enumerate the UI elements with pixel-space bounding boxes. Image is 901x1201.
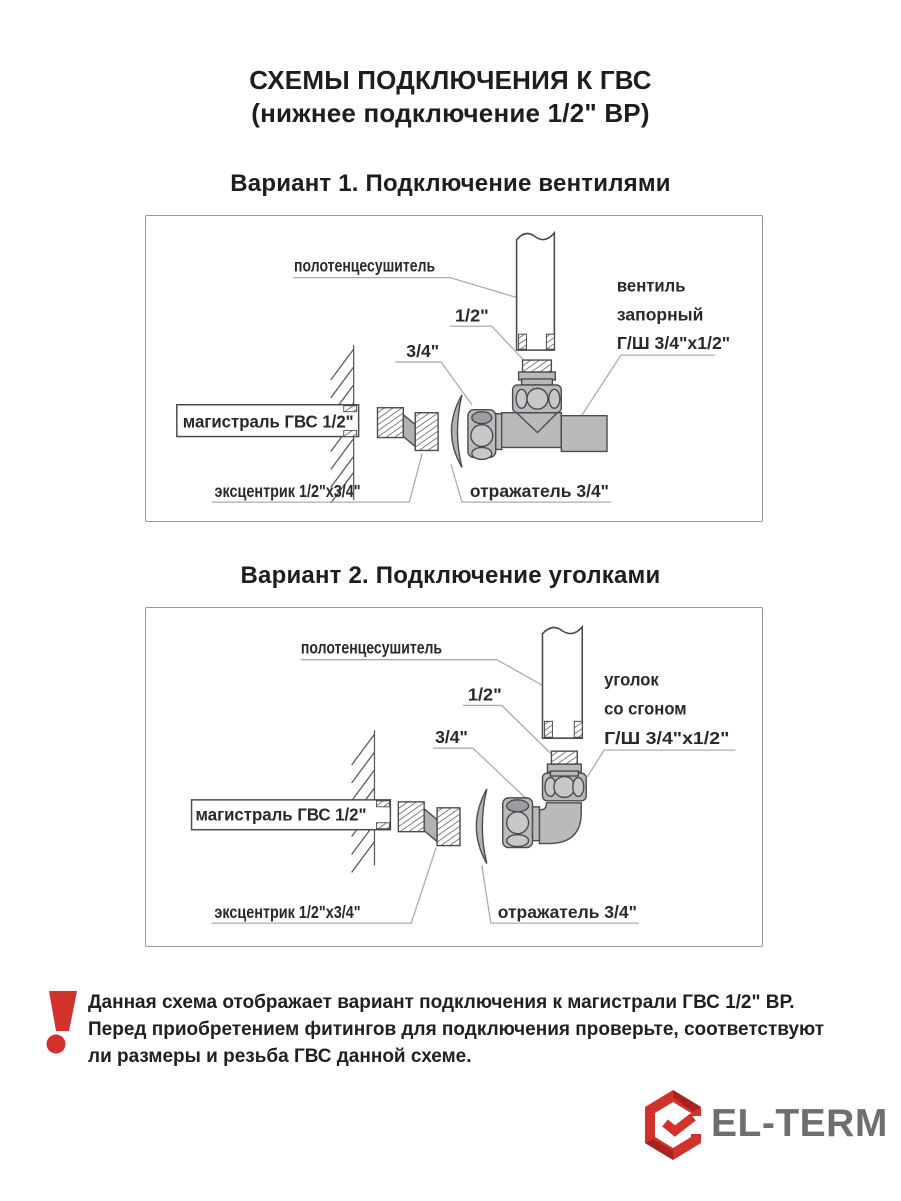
towel-dryer-pipe <box>517 233 555 350</box>
valve-outlet <box>561 416 607 452</box>
label-eccentric: эксцентрик 1/2"x3/4" <box>214 481 361 502</box>
page-title <box>0 64 901 130</box>
leader-size-three-quarter <box>433 748 528 801</box>
valve-thread <box>523 360 552 372</box>
label-main-pipe: магистраль ГВС 1/2" <box>182 411 354 432</box>
label-eccentric: эксцентрик 1/2"x3/4" <box>214 902 361 923</box>
elbow-thread <box>551 751 577 764</box>
warning-line2: Перед приобретением фитингов для подключения проверьте, соответствуют <box>88 1019 825 1040</box>
leader-size-half <box>463 705 550 753</box>
warning-line1: Данная схема отображает вариант подключения к магистрали ГВС 1/2" ВР. <box>88 992 795 1013</box>
label-towel-dryer: полотенцесушитель <box>300 637 443 658</box>
label-main-pipe: магистраль ГВС 1/2" <box>195 804 367 825</box>
label-size-three-quarter: 3/4" <box>406 341 440 362</box>
page-title-line1: СХЕМЫ ПОДКЛЮЧЕНИЯ К ГВС <box>249 65 652 95</box>
page-title-line2: (нижнее подключение 1/2" ВР) <box>251 98 650 128</box>
brand-name: EL-TERM <box>711 1102 888 1145</box>
exclamation-icon <box>46 990 82 1061</box>
label-corner-line3: Г/Ш 3/4"x1/2" <box>604 728 730 749</box>
label-reflector: отражатель 3/4" <box>469 481 609 502</box>
variant2-diagram <box>146 608 762 946</box>
brand-logo <box>643 1086 888 1166</box>
variant1-diagram <box>146 216 762 521</box>
variant1-diagram-box <box>145 215 763 522</box>
variant2-title: Вариант 2. Подключение уголками <box>240 562 661 589</box>
valve-plate <box>496 414 502 450</box>
towel-dryer-pipe <box>542 627 582 738</box>
label-valve-line3: Г/Ш 3/4"x1/2" <box>616 333 731 354</box>
corner-elbow <box>503 751 587 847</box>
label-corner-line1: уголок <box>604 669 660 690</box>
leader-corner <box>587 750 735 777</box>
warning-line3: ли размеры и резьба ГВС данной схеме. <box>88 1046 472 1067</box>
label-valve-line2: запорный <box>616 304 704 325</box>
warning-text <box>88 989 888 1070</box>
variant1-title: Вариант 1. Подключение вентилями <box>230 170 671 197</box>
label-reflector: отражатель 3/4" <box>497 902 637 923</box>
pipe-inner-thread-left <box>519 334 527 349</box>
pipe-inner-thread-right <box>574 721 582 737</box>
eccentric-fitting <box>398 802 460 846</box>
label-valve-line1: вентиль <box>616 275 686 296</box>
elbow-plate <box>533 807 540 841</box>
leader-towel-dryer <box>301 660 547 688</box>
variant2-diagram-box <box>145 607 763 947</box>
leader-towel-dryer <box>293 278 517 298</box>
label-corner-line2: со сгоном <box>604 698 687 719</box>
pipe-thread-bottom <box>376 823 389 829</box>
eccentric-fitting <box>378 408 439 451</box>
label-size-half: 1/2" <box>454 305 489 326</box>
pipe-thread-top <box>376 801 389 807</box>
label-towel-dryer: полотенцесушитель <box>294 255 436 276</box>
label-size-half: 1/2" <box>467 684 502 705</box>
label-size-three-quarter: 3/4" <box>435 727 468 748</box>
reflector <box>476 789 486 864</box>
pipe-inner-thread-right <box>546 334 554 349</box>
reflector <box>452 395 462 468</box>
elbow-body <box>539 803 581 844</box>
pipe-inner-thread-left <box>544 721 552 737</box>
el-term-logo-icon <box>643 1088 703 1167</box>
leader-size-half <box>450 326 526 362</box>
